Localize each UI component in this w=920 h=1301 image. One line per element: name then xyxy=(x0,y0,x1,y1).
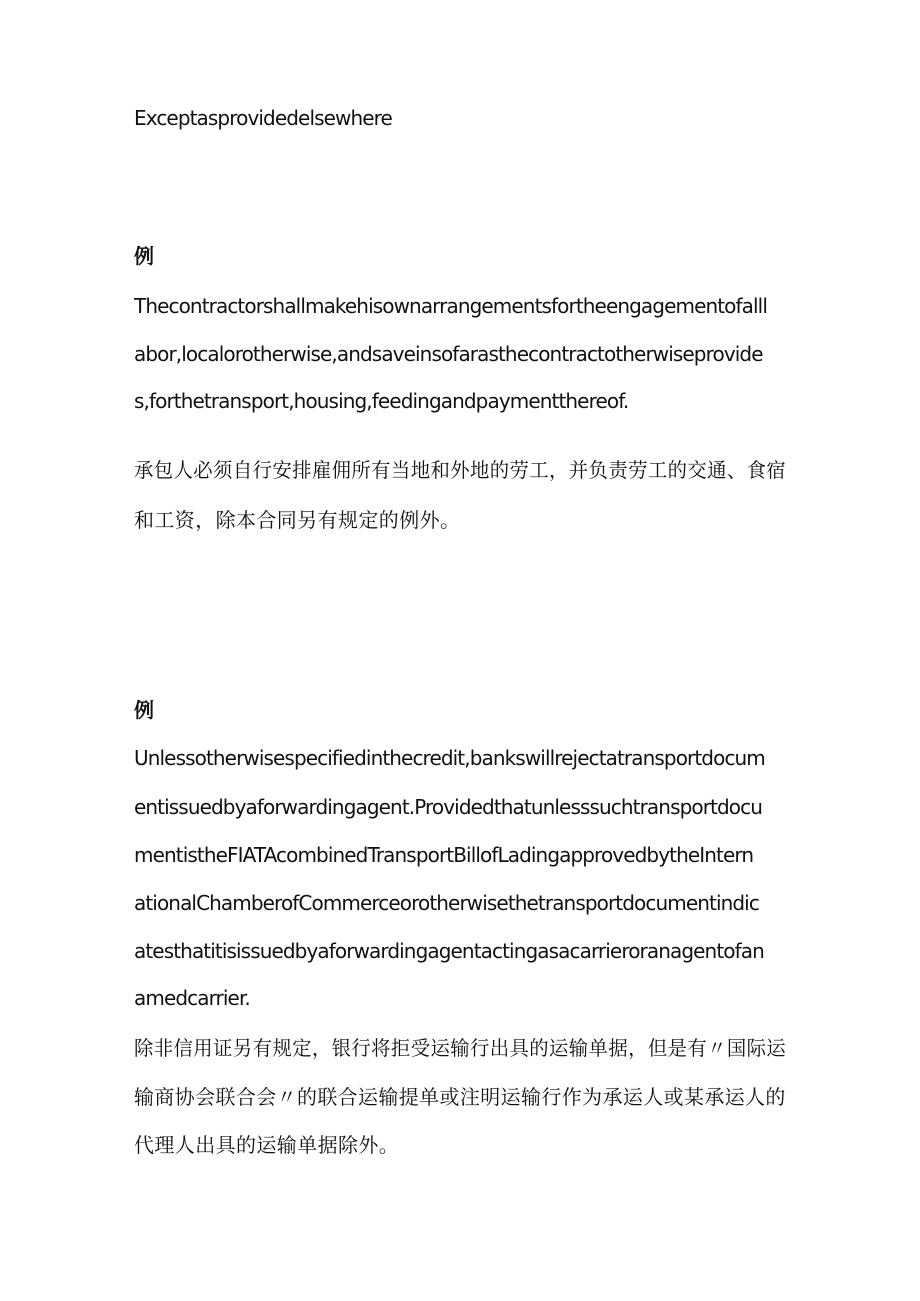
example1-en-line-1: Thecontractorshallmakehisownarrangementsfortheengagementofalll xyxy=(134,294,767,318)
example2-cn-line-1: 除非信用证另有规定，银行将拒受运输行出具的运输单据，但是有〃国际运 xyxy=(134,1036,787,1060)
example2-en-line-2: entissuedbyaforwardingagent.Providedthatunlesssuchtransportdocu xyxy=(134,795,762,819)
example1-cn-line-2: 和工资，除本合同另有规定的例外。 xyxy=(134,508,461,532)
text-line-except: Exceptasprovidedelsewhere xyxy=(134,106,392,130)
example-heading-1: 例 xyxy=(134,244,155,268)
example2-cn-line-2: 输商协会联合会〃的联合运输提单或注明运输行作为承运人或某承运人的 xyxy=(134,1085,786,1109)
example2-en-line-3: mentistheFIATAcombinedTransportBillofLadingapprovedbytheIntern xyxy=(134,843,754,867)
example1-en-line-2: abor,localorotherwise,andsaveinsofarasthecontractotherwiseprovide xyxy=(134,342,763,366)
example2-cn-line-3: 代理人出具的运输单据除外。 xyxy=(134,1133,400,1157)
example2-en-line-5: atesthatitisissuedbyaforwardingagentactingasacarrieroranagentofan xyxy=(134,939,764,963)
example2-en-line-6: amedcarrier. xyxy=(134,986,250,1010)
example-heading-2: 例 xyxy=(134,698,155,722)
example2-en-line-4: ationalChamberofCommerceorotherwisethetransportdocumentindic xyxy=(134,891,759,915)
example1-cn-line-1: 承包人必须自行安排雇佣所有当地和外地的劳工，并负责劳工的交通、食宿 xyxy=(134,458,787,482)
example2-en-line-1: Unlessotherwisespecifiedinthecredit,bankswillrejectatransportdocum xyxy=(134,746,765,770)
example1-en-line-3: s,forthetransport,housing,feedingandpaymentthereof. xyxy=(134,389,629,413)
